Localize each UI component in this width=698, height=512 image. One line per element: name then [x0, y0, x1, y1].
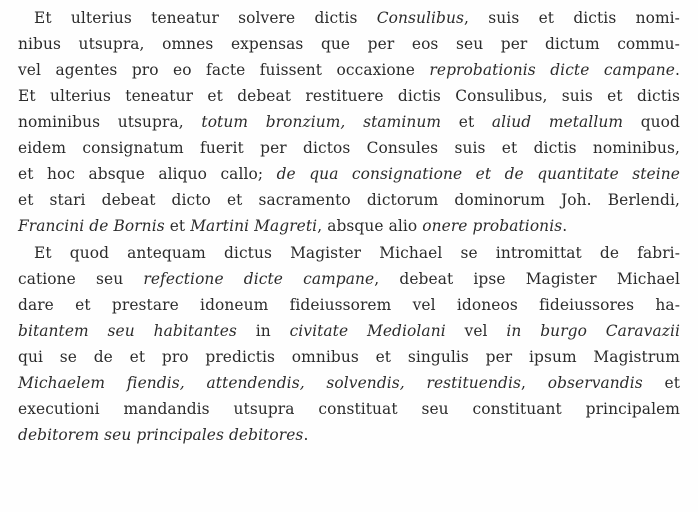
text-line	[18, 135, 680, 161]
text-segment: et	[441, 113, 492, 131]
text-segment: vel	[445, 322, 507, 340]
text-segment: , absque alio	[317, 217, 423, 235]
text-line	[18, 213, 680, 239]
text-line	[18, 344, 680, 370]
text-line	[18, 83, 680, 109]
text-segment: qui se de et pro predictis omnibus et singulis per ipsum Magistrum	[18, 348, 680, 366]
text-segment: , suis et dictis nomi-	[464, 9, 680, 27]
italic-segment: Martini Magreti	[190, 217, 318, 235]
text-line	[18, 161, 680, 187]
text-segment: et stari debeat dicto et sacramento dictorum dominorum Joh. Berlendi,	[18, 191, 680, 209]
italic-segment: de qua consignatione et de quantitate steine	[276, 165, 680, 183]
text-segment: et hoc absque aliquo callo;	[18, 165, 277, 183]
text-segment: Et ulterius teneatur et debeat restituere dictis Consulibus, suis et dictis	[18, 87, 680, 105]
italic-segment: refectione dicte campane	[143, 270, 375, 288]
text-line	[34, 240, 680, 266]
text-line	[18, 370, 680, 396]
text-segment: Et quod antequam dictus Magister Michael se intromittat de fabri-	[34, 244, 680, 262]
text-line	[18, 292, 680, 318]
italic-segment: Francini de Bornis	[18, 217, 165, 235]
text-segment: quod	[623, 113, 681, 131]
text-segment: .	[303, 426, 309, 444]
text-segment: catione seu	[18, 270, 144, 288]
italic-segment: in burgo Caravazii	[506, 322, 680, 340]
text-segment: in	[236, 322, 290, 340]
italic-segment: debitorem seu principales debitores	[18, 426, 304, 444]
text-segment: .	[674, 61, 680, 79]
text-segment: nibus utsupra, omnes expensas que per eos seu per dictum commu-	[18, 35, 680, 53]
italic-segment: observandis	[547, 374, 643, 392]
text-segment: ,	[520, 374, 548, 392]
text-line	[18, 422, 680, 448]
text-line	[34, 5, 680, 31]
text-segment: eidem consignatum fuerit per dictos Consules suis et dictis nominibus,	[18, 139, 680, 157]
text-line	[18, 318, 680, 344]
italic-segment: civitate Mediolani	[289, 322, 446, 340]
text-line	[18, 266, 680, 292]
italic-segment: bitantem seu habitantes	[18, 322, 237, 340]
italic-segment: totum bronzium, staminum	[201, 113, 442, 131]
text-segment: et	[164, 217, 191, 235]
text-line	[18, 31, 680, 57]
text-segment: dare et prestare idoneum fideiussorem vel idoneos fideiussores ha-	[18, 296, 680, 314]
text-segment: Et ulterius teneatur solvere dictis	[34, 9, 377, 27]
text-line	[18, 396, 680, 422]
italic-segment: Consulibus	[376, 9, 465, 27]
italic-segment: onere probationis	[422, 217, 563, 235]
text-segment: , debeat ipse Magister Michael	[374, 270, 681, 288]
text-segment: nominibus utsupra,	[18, 113, 202, 131]
italic-segment: reprobationis dicte campane	[429, 61, 675, 79]
text-line	[18, 57, 680, 83]
text-segment: .	[562, 217, 568, 235]
italic-segment: aliud metallum	[491, 113, 624, 131]
text-segment: et	[642, 374, 680, 392]
italic-segment: Michaelem fiendis, attendendis, solvendis, restituendis	[18, 374, 521, 392]
text-line	[18, 187, 680, 213]
text-segment: executioni mandandis utsupra constituat seu constituant principalem	[18, 400, 680, 418]
text-segment: vel agentes pro eo facte fuissent occaxione	[18, 61, 430, 79]
text-line	[18, 109, 680, 135]
